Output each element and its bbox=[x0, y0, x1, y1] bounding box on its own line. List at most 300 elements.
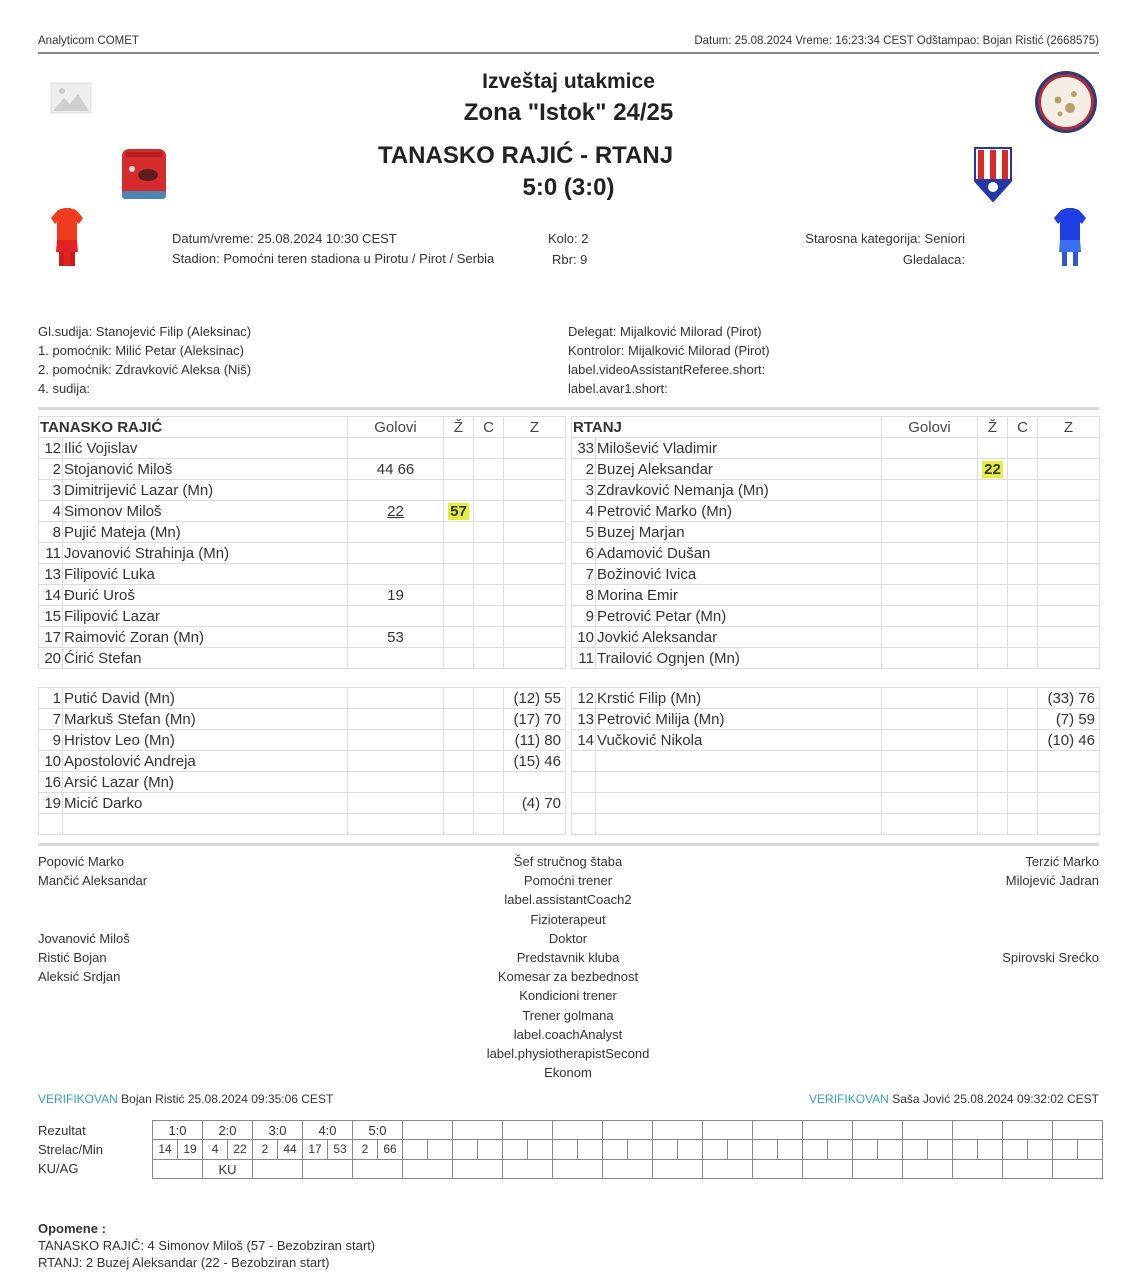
red-card-cell bbox=[1008, 793, 1038, 814]
yellow-card-cell bbox=[444, 522, 474, 543]
player-row bbox=[39, 480, 566, 501]
player-number: 12 bbox=[39, 438, 63, 459]
goal-minute bbox=[527, 1140, 552, 1159]
player-number: 9 bbox=[572, 606, 596, 627]
player-goals bbox=[882, 480, 978, 501]
home-team-name: TANASKO RAJIĆ bbox=[39, 417, 348, 438]
substitution-cell: (11) 80 bbox=[504, 730, 566, 751]
scorer-minute-split bbox=[153, 1140, 202, 1159]
table-header bbox=[39, 417, 566, 438]
substitution-cell bbox=[1038, 814, 1100, 835]
app-name: Analyticom COMET bbox=[38, 35, 139, 47]
player-row bbox=[39, 585, 566, 606]
player-number: 1 bbox=[39, 688, 63, 709]
header-red: C bbox=[474, 417, 504, 438]
goal-minute bbox=[677, 1140, 702, 1159]
player-goals bbox=[882, 585, 978, 606]
home-staff-member: Aleksić Srdjan bbox=[38, 969, 121, 985]
yellow-card-cell bbox=[444, 501, 474, 522]
verified-by: Saša Jović 25.08.2024 09:32:02 CEST bbox=[892, 1092, 1099, 1106]
player-goals bbox=[348, 480, 444, 501]
player-name: Vučković Nikola bbox=[596, 730, 882, 751]
yellow-card-cell bbox=[444, 585, 474, 606]
label-scorer: Strelac/Min bbox=[38, 1142, 104, 1157]
player-name: Dimitrijević Lazar (Mn) bbox=[63, 480, 348, 501]
red-card-cell bbox=[474, 793, 504, 814]
header-goals: Golovi bbox=[348, 417, 444, 438]
player-number: 7 bbox=[39, 709, 63, 730]
red-card-cell bbox=[474, 730, 504, 751]
header-yellow: Ž bbox=[444, 417, 474, 438]
yellow-card-cell bbox=[444, 709, 474, 730]
section-divider bbox=[38, 407, 1099, 410]
staff-role: Ekonom bbox=[544, 1065, 592, 1081]
player-row bbox=[39, 438, 566, 459]
player-number: 3 bbox=[572, 480, 596, 501]
home-staff-member: Ristić Bojan bbox=[38, 950, 107, 966]
player-number: 15 bbox=[39, 606, 63, 627]
player-number: 19 bbox=[39, 793, 63, 814]
red-card-cell bbox=[474, 606, 504, 627]
away-staff-member: Terzić Marko bbox=[1025, 854, 1099, 869]
staff-role: Šef stručnog štaba bbox=[513, 854, 623, 869]
grid-scorer-cell bbox=[1053, 1140, 1103, 1160]
player-goals bbox=[882, 730, 978, 751]
red-card-cell bbox=[474, 585, 504, 606]
grid-scorer-cell bbox=[303, 1140, 353, 1160]
label-result: Rezultat bbox=[38, 1123, 86, 1138]
home-staff-member: Popović Marko bbox=[38, 854, 124, 869]
player-goals bbox=[348, 585, 444, 606]
player-goals bbox=[882, 772, 978, 793]
substitution-cell: (10) 46 bbox=[1038, 730, 1100, 751]
player-name: Trailović Ognjen (Mn) bbox=[596, 648, 882, 669]
player-goals bbox=[348, 688, 444, 709]
player-goals bbox=[348, 751, 444, 772]
yellow-card-cell bbox=[978, 772, 1008, 793]
section-divider bbox=[38, 843, 1099, 846]
away-team-name: RTANJ bbox=[572, 417, 882, 438]
substitute-row bbox=[572, 730, 1100, 751]
player-goals bbox=[882, 648, 978, 669]
goal-minute bbox=[627, 1140, 652, 1159]
grid-kuag-cell bbox=[953, 1160, 1003, 1179]
grid-kuag-cell bbox=[553, 1160, 603, 1179]
away-staff-member bbox=[1002, 1025, 1099, 1044]
goal-minute bbox=[1077, 1140, 1102, 1159]
grid-result-cell bbox=[1053, 1121, 1103, 1140]
scorer-minute-split bbox=[303, 1140, 352, 1159]
grid-result-cell bbox=[653, 1121, 703, 1140]
player-number: 3 bbox=[39, 480, 63, 501]
home-staff-member: Mančić Aleksandar bbox=[38, 873, 148, 889]
scorer-minute-split bbox=[253, 1140, 302, 1159]
grid-result-cell bbox=[953, 1121, 1003, 1140]
red-card-cell bbox=[1008, 585, 1038, 606]
player-name: Apostolović Andreja bbox=[63, 751, 348, 772]
yellow-card-cell bbox=[978, 814, 1008, 835]
player-number bbox=[572, 814, 596, 835]
player-number: 17 bbox=[39, 627, 63, 648]
home-staff-member bbox=[38, 910, 147, 929]
grid-scorer-cell bbox=[503, 1140, 553, 1160]
substitution-cell bbox=[1038, 793, 1100, 814]
grid-kuag-cell bbox=[1003, 1160, 1053, 1179]
yellow-card-cell bbox=[444, 730, 474, 751]
grid-scorer-cell bbox=[1003, 1140, 1053, 1160]
grid-result-cell bbox=[903, 1121, 953, 1140]
grid-result-cell: 5:0 bbox=[353, 1121, 403, 1140]
home-staff bbox=[38, 852, 147, 1082]
goal-minute bbox=[927, 1140, 952, 1159]
red-card-cell bbox=[1008, 730, 1038, 751]
substitution-cell: (4) 70 bbox=[504, 793, 566, 814]
yellow-card-cell bbox=[444, 751, 474, 772]
away-substitutes bbox=[571, 687, 1100, 835]
staff-roles bbox=[400, 852, 736, 1082]
goal-minute bbox=[977, 1140, 1002, 1159]
match-number: Rbr: 9 bbox=[552, 252, 588, 267]
player-name bbox=[596, 814, 882, 835]
player-name: Raimović Zoran (Mn) bbox=[63, 627, 348, 648]
substitute-row bbox=[39, 730, 566, 751]
away-staff-member bbox=[1002, 910, 1099, 929]
grid-kuag-cell bbox=[653, 1160, 703, 1179]
staff-role: label.assistantCoach2 bbox=[504, 892, 632, 908]
red-card-cell bbox=[1008, 627, 1038, 648]
report-title: Izveštaj utakmice bbox=[482, 70, 655, 93]
verified-badge: VERIFIKOVAN bbox=[809, 1092, 889, 1106]
scorer-minute-split bbox=[703, 1140, 752, 1159]
substitution-cell bbox=[1038, 522, 1100, 543]
yellow-card-cell bbox=[978, 501, 1008, 522]
grid-scorer-cell bbox=[203, 1140, 253, 1160]
staff-role: Fizioterapeut bbox=[530, 911, 606, 927]
player-name: Petrović Milija (Mn) bbox=[596, 709, 882, 730]
goal-minutes: 22 bbox=[387, 502, 404, 520]
scorer-number: 4 bbox=[211, 1142, 219, 1156]
yellow-card-cell bbox=[978, 648, 1008, 669]
substitute-row bbox=[39, 793, 566, 814]
yellow-card-cell bbox=[978, 543, 1008, 564]
substitution-cell bbox=[504, 585, 566, 606]
scorer-number bbox=[403, 1140, 427, 1159]
staff-role: label.coachAnalyst bbox=[513, 1026, 623, 1042]
substitution-cell bbox=[1038, 627, 1100, 648]
player-goals bbox=[348, 648, 444, 669]
player-number: 10 bbox=[39, 751, 63, 772]
substitution-cell bbox=[1038, 543, 1100, 564]
goal-minute bbox=[427, 1140, 452, 1159]
yellow-card-cell bbox=[978, 606, 1008, 627]
red-card-cell bbox=[474, 709, 504, 730]
player-row bbox=[572, 564, 1100, 585]
result-row bbox=[153, 1121, 1103, 1140]
home-kit-icon bbox=[50, 208, 84, 268]
grid-kuag-cell bbox=[153, 1160, 203, 1179]
yellow-card-cell bbox=[978, 459, 1008, 480]
red-card-cell bbox=[1008, 648, 1038, 669]
red-card-cell bbox=[1008, 543, 1038, 564]
scorer-number bbox=[653, 1140, 677, 1159]
red-card-cell bbox=[1008, 814, 1038, 835]
substitute-row bbox=[572, 751, 1100, 772]
red-card-cell bbox=[474, 501, 504, 522]
red-card-cell bbox=[474, 543, 504, 564]
grid-result-cell: 1:0 bbox=[153, 1121, 203, 1140]
yellow-card-cell bbox=[978, 480, 1008, 501]
player-goals bbox=[348, 606, 444, 627]
player-number: 13 bbox=[39, 564, 63, 585]
player-goals bbox=[882, 438, 978, 459]
grid-kuag-cell bbox=[353, 1160, 403, 1179]
home-staff-member bbox=[38, 1044, 147, 1063]
player-name: Đurić Uroš bbox=[63, 585, 348, 606]
print-info: Datum: 25.08.2024 Vreme: 16:23:34 CEST Odštampao: Bojan Ristić (2668575) bbox=[694, 35, 1099, 47]
player-goals bbox=[348, 438, 444, 459]
official-assistant-1: 1. pomoćnik: Milić Petar (Aleksinac) bbox=[38, 343, 244, 358]
verified-by: Bojan Ristić 25.08.2024 09:35:06 CEST bbox=[121, 1092, 334, 1106]
player-number: 4 bbox=[39, 501, 63, 522]
grid-scorer-cell bbox=[903, 1140, 953, 1160]
away-verification bbox=[809, 1092, 1099, 1106]
officials-referees bbox=[38, 322, 251, 398]
yellow-card-cell bbox=[978, 627, 1008, 648]
substitute-row bbox=[572, 793, 1100, 814]
caution-home: TANASKO RAJIĆ: 4 Simonov Miloš (57 - Bezobziran start) bbox=[38, 1238, 376, 1253]
player-name: Zdravković Nemanja (Mn) bbox=[596, 480, 882, 501]
scorer-minute-split bbox=[653, 1140, 702, 1159]
scorer-minute-split bbox=[503, 1140, 552, 1159]
staff-role: Doktor bbox=[548, 930, 588, 946]
substitution-cell bbox=[1038, 606, 1100, 627]
player-row bbox=[39, 543, 566, 564]
player-name: Putić David (Mn) bbox=[63, 688, 348, 709]
official-controller: Kontrolor: Mijalković Milorad (Pirot) bbox=[568, 343, 770, 358]
yellow-card-cell bbox=[978, 688, 1008, 709]
player-goals bbox=[882, 459, 978, 480]
grid-scorer-cell bbox=[553, 1140, 603, 1160]
official-avar: label.avar1.short: bbox=[568, 381, 668, 396]
yellow-card-cell bbox=[444, 814, 474, 835]
official-main-referee: Gl.sudija: Stanojević Filip (Aleksinac) bbox=[38, 324, 252, 339]
substitute-row bbox=[39, 709, 566, 730]
player-row bbox=[572, 501, 1100, 522]
substitution-cell bbox=[504, 438, 566, 459]
player-goals bbox=[882, 688, 978, 709]
player-row bbox=[572, 648, 1100, 669]
yellow-card-cell bbox=[978, 793, 1008, 814]
grid-result-cell bbox=[403, 1121, 453, 1140]
substitution-cell bbox=[1038, 585, 1100, 606]
red-card-cell bbox=[474, 627, 504, 648]
grid-scorer-cell bbox=[153, 1140, 203, 1160]
grid-result-cell bbox=[603, 1121, 653, 1140]
grid-kuag-cell bbox=[703, 1160, 753, 1179]
player-row bbox=[572, 627, 1100, 648]
staff-role: label.physiotherapistSecond bbox=[486, 1046, 650, 1062]
red-card-cell bbox=[474, 648, 504, 669]
player-row bbox=[39, 501, 566, 522]
substitute-row bbox=[572, 688, 1100, 709]
scorer-number bbox=[553, 1140, 577, 1159]
yellow-card-cell bbox=[978, 709, 1008, 730]
scorer-minute-split bbox=[853, 1140, 902, 1159]
player-name: Hristov Leo (Mn) bbox=[63, 730, 348, 751]
red-card-cell bbox=[474, 522, 504, 543]
grid-result-cell bbox=[703, 1121, 753, 1140]
scorer-number bbox=[803, 1140, 827, 1159]
scorer-minute-split bbox=[953, 1140, 1002, 1159]
substitute-row bbox=[39, 688, 566, 709]
player-goals bbox=[348, 730, 444, 751]
scorer-minute-split bbox=[753, 1140, 802, 1159]
red-card-cell bbox=[1008, 564, 1038, 585]
player-number: 10 bbox=[572, 627, 596, 648]
grid-kuag-cell bbox=[903, 1160, 953, 1179]
grid-kuag-cell bbox=[1053, 1160, 1103, 1179]
player-row bbox=[572, 585, 1100, 606]
player-name: Filipović Lazar bbox=[63, 606, 348, 627]
player-number: 11 bbox=[572, 648, 596, 669]
verified-badge: VERIFIKOVAN bbox=[38, 1092, 118, 1106]
match-stadium: Stadion: Pomoćni teren stadiona u Pirotu / Pirot / Serbia bbox=[172, 251, 495, 266]
player-goals bbox=[882, 751, 978, 772]
goal-minute bbox=[477, 1140, 502, 1159]
player-number: 33 bbox=[572, 438, 596, 459]
goal-minute bbox=[577, 1140, 602, 1159]
player-number: 12 bbox=[572, 688, 596, 709]
player-name: Jovkić Aleksandar bbox=[596, 627, 882, 648]
away-staff-member bbox=[1002, 929, 1099, 948]
official-delegate: Delegat: Mijalković Milorad (Pirot) bbox=[568, 324, 762, 339]
yellow-card-minute: 22 bbox=[984, 460, 1001, 478]
staff-role: Kondicioni trener bbox=[519, 988, 617, 1004]
player-name: Ćirić Stefan bbox=[63, 648, 348, 669]
yellow-card-minute: 57 bbox=[450, 502, 467, 520]
goal-minute bbox=[877, 1140, 902, 1159]
grid-kuag-cell: KU bbox=[203, 1160, 253, 1179]
player-name: Markuš Stefan (Mn) bbox=[63, 709, 348, 730]
substitution-cell bbox=[504, 772, 566, 793]
yellow-card-cell bbox=[444, 606, 474, 627]
grid-result-cell bbox=[803, 1121, 853, 1140]
match-datetime: Datum/vreme: 25.08.2024 10:30 CEST bbox=[172, 231, 397, 246]
player-row bbox=[39, 564, 566, 585]
player-name: Jovanović Strahinja (Mn) bbox=[63, 543, 348, 564]
home-starting-lineup bbox=[38, 416, 566, 669]
grid-scorer-cell bbox=[703, 1140, 753, 1160]
substitution-cell bbox=[504, 606, 566, 627]
substitution-cell bbox=[504, 459, 566, 480]
player-name: Micić Darko bbox=[63, 793, 348, 814]
grid-result-cell: 2:0 bbox=[203, 1121, 253, 1140]
home-substitutes bbox=[38, 687, 566, 835]
match-round: Kolo: 2 bbox=[548, 231, 589, 246]
red-card-cell bbox=[1008, 459, 1038, 480]
scorer-number bbox=[503, 1140, 527, 1159]
scorer-minute-split bbox=[203, 1140, 252, 1159]
yellow-card-cell bbox=[444, 772, 474, 793]
substitution-cell: (15) 46 bbox=[504, 751, 566, 772]
player-number: 14 bbox=[572, 730, 596, 751]
substitution-cell: (17) 70 bbox=[504, 709, 566, 730]
scorer-number: 2 bbox=[261, 1142, 269, 1156]
scorer-number: 17 bbox=[308, 1142, 322, 1156]
staff-role: Komesar za bezbednost bbox=[497, 969, 639, 985]
goal-minute bbox=[727, 1140, 752, 1159]
grid-kuag-cell bbox=[603, 1160, 653, 1179]
player-name: Morina Emir bbox=[596, 585, 882, 606]
grid-result-cell bbox=[503, 1121, 553, 1140]
away-staff-member: Milojević Jadran bbox=[1005, 873, 1099, 889]
substitute-row bbox=[572, 772, 1100, 793]
scorer-minute-split bbox=[1003, 1140, 1052, 1159]
player-number: 8 bbox=[572, 585, 596, 606]
goal-minute: 66 bbox=[377, 1140, 402, 1159]
substitution-cell bbox=[504, 501, 566, 522]
goal-minute bbox=[777, 1140, 802, 1159]
player-number: 2 bbox=[39, 459, 63, 480]
player-row bbox=[572, 522, 1100, 543]
grid-kuag-cell bbox=[403, 1160, 453, 1179]
player-name: Arsić Lazar (Mn) bbox=[63, 772, 348, 793]
player-name: Simonov Miloš bbox=[63, 501, 348, 522]
player-goals bbox=[348, 814, 444, 835]
goal-minute: 22 bbox=[227, 1140, 252, 1159]
scorer-minute-split bbox=[603, 1140, 652, 1159]
yellow-card-cell bbox=[444, 627, 474, 648]
grid-result-cell bbox=[753, 1121, 803, 1140]
player-name bbox=[63, 814, 348, 835]
grid-kuag-cell bbox=[303, 1160, 353, 1179]
caution-away: RTANJ: 2 Buzej Aleksandar (22 - Bezobziran start) bbox=[38, 1255, 330, 1270]
staff-role: Trener golmana bbox=[522, 1007, 614, 1023]
grid-scorer-cell bbox=[403, 1140, 453, 1160]
player-name: Ilić Vojislav bbox=[63, 438, 348, 459]
scorer-number bbox=[903, 1140, 927, 1159]
substitution-cell: (7) 59 bbox=[1038, 709, 1100, 730]
scorer-number bbox=[853, 1140, 877, 1159]
yellow-card-cell bbox=[978, 522, 1008, 543]
player-goals bbox=[882, 606, 978, 627]
yellow-card-cell bbox=[978, 438, 1008, 459]
player-number: 2 bbox=[572, 459, 596, 480]
substitution-cell: (12) 55 bbox=[504, 688, 566, 709]
player-row bbox=[572, 543, 1100, 564]
age-category: Starosna kategorija: Seniori bbox=[805, 231, 965, 246]
player-name: Buzej Aleksandar bbox=[596, 459, 882, 480]
substitution-cell bbox=[1038, 751, 1100, 772]
score-grid-labels bbox=[38, 1121, 103, 1178]
grid-result-cell bbox=[853, 1121, 903, 1140]
player-number: 20 bbox=[39, 648, 63, 669]
player-number: 9 bbox=[39, 730, 63, 751]
scorer-number: 2 bbox=[361, 1142, 369, 1156]
yellow-card-cell bbox=[444, 564, 474, 585]
player-goals bbox=[348, 772, 444, 793]
player-row bbox=[39, 459, 566, 480]
player-goals bbox=[882, 543, 978, 564]
player-name: Milošević Vladimir bbox=[596, 438, 882, 459]
grid-scorer-cell bbox=[803, 1140, 853, 1160]
home-staff-member: Jovanović Miloš bbox=[38, 930, 130, 946]
match-teams: TANASKO RAJIĆ - RTANJ bbox=[377, 142, 674, 169]
player-number: 11 bbox=[39, 543, 63, 564]
yellow-card-cell bbox=[444, 648, 474, 669]
scorer-minute-split bbox=[803, 1140, 852, 1159]
player-row bbox=[572, 606, 1100, 627]
